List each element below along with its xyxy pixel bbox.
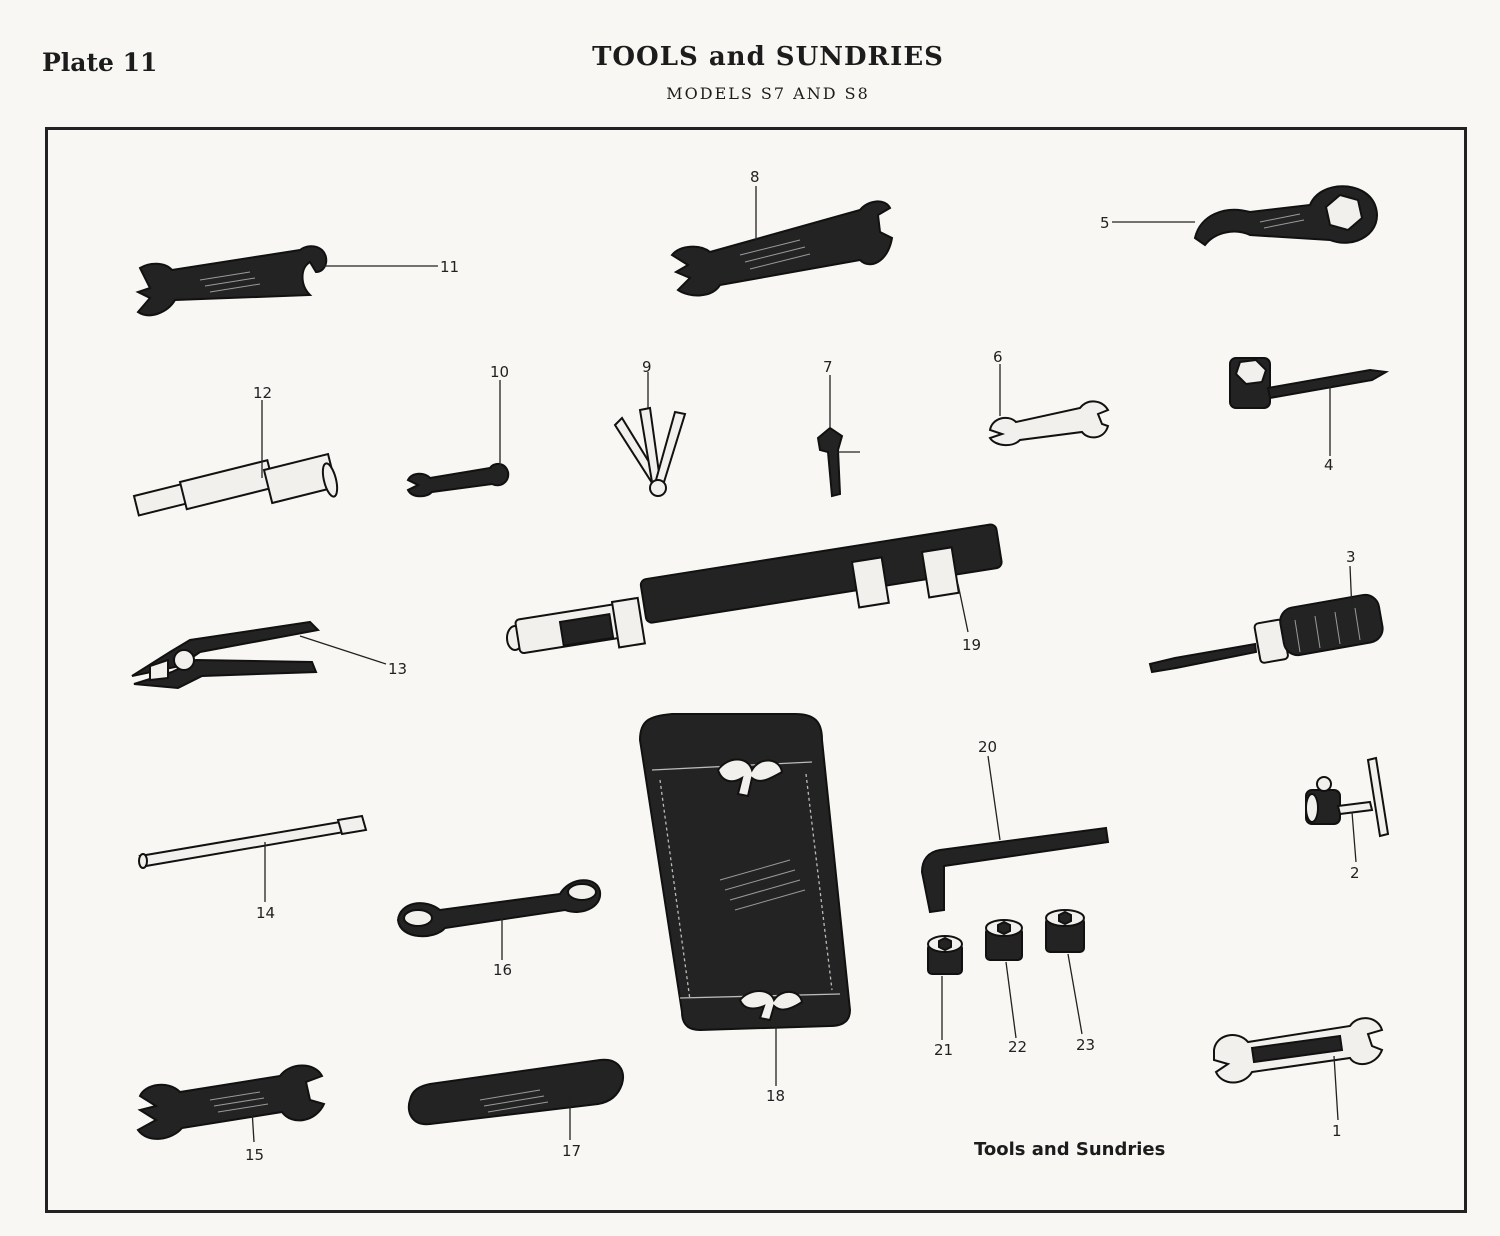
- page-subtitle: MODELS S7 AND S8: [666, 84, 870, 103]
- callout-15: 15: [245, 1146, 265, 1164]
- tool-23-socket: [1046, 910, 1084, 952]
- tool-21-socket: [928, 936, 962, 974]
- tool-19-pump: [507, 524, 1002, 654]
- callout-22: 22: [1008, 1038, 1028, 1056]
- tool-13-pliers: [132, 622, 318, 688]
- callout-14: 14: [256, 904, 276, 922]
- tool-15-spanner: [138, 1066, 324, 1139]
- callout-10: 10: [490, 363, 510, 381]
- tool-22-socket: [986, 920, 1022, 960]
- tool-17-flat-lever: [409, 1060, 623, 1124]
- callout-18: 18: [766, 1087, 786, 1105]
- tool-4-plug-spanner: [1230, 358, 1386, 408]
- callout-8: 8: [750, 168, 760, 186]
- callout-13: 13: [388, 660, 408, 678]
- callout-11: 11: [440, 258, 460, 276]
- callout-20: 20: [978, 738, 998, 756]
- tool-8-spanner: [672, 201, 892, 295]
- tool-11-hook-spanner: [138, 246, 326, 315]
- tool-18-tool-pouch: [640, 714, 850, 1030]
- tool-12-box-spanner: [134, 454, 340, 515]
- callout-1: 1: [1332, 1122, 1342, 1140]
- tool-10-small-spanner: [408, 464, 508, 496]
- tool-1-spanner: [1214, 1018, 1382, 1082]
- tool-3-screwdriver: [1150, 593, 1385, 672]
- tool-7-key: [818, 428, 860, 496]
- callout-3: 3: [1346, 548, 1356, 566]
- callout-4: 4: [1324, 456, 1334, 474]
- callout-16: 16: [493, 961, 513, 979]
- tool-14-tommy-bar: [139, 816, 366, 868]
- page-title: TOOLS and SUNDRIES: [592, 42, 944, 72]
- tool-16-tyre-lever: [398, 880, 600, 936]
- callout-5: 5: [1100, 214, 1110, 232]
- diagram-caption: Tools and Sundries: [974, 1139, 1166, 1160]
- tool-9-feeler-gauge: [615, 408, 685, 496]
- callout-9: 9: [642, 358, 652, 376]
- plate-number: Plate 11: [42, 48, 158, 77]
- tool-2-t-handle: [1306, 758, 1388, 836]
- callout-7: 7: [823, 358, 833, 376]
- callout-23: 23: [1076, 1036, 1096, 1054]
- callout-12: 12: [253, 384, 273, 402]
- tool-20-allen-key: [922, 828, 1108, 912]
- callout-2: 2: [1350, 864, 1360, 882]
- callout-21: 21: [934, 1041, 954, 1059]
- tool-6-double-spanner: [990, 401, 1108, 445]
- callout-6: 6: [993, 348, 1003, 366]
- tool-5-c-spanner: [1195, 186, 1377, 245]
- callout-17: 17: [562, 1142, 582, 1160]
- callout-19: 19: [962, 636, 982, 654]
